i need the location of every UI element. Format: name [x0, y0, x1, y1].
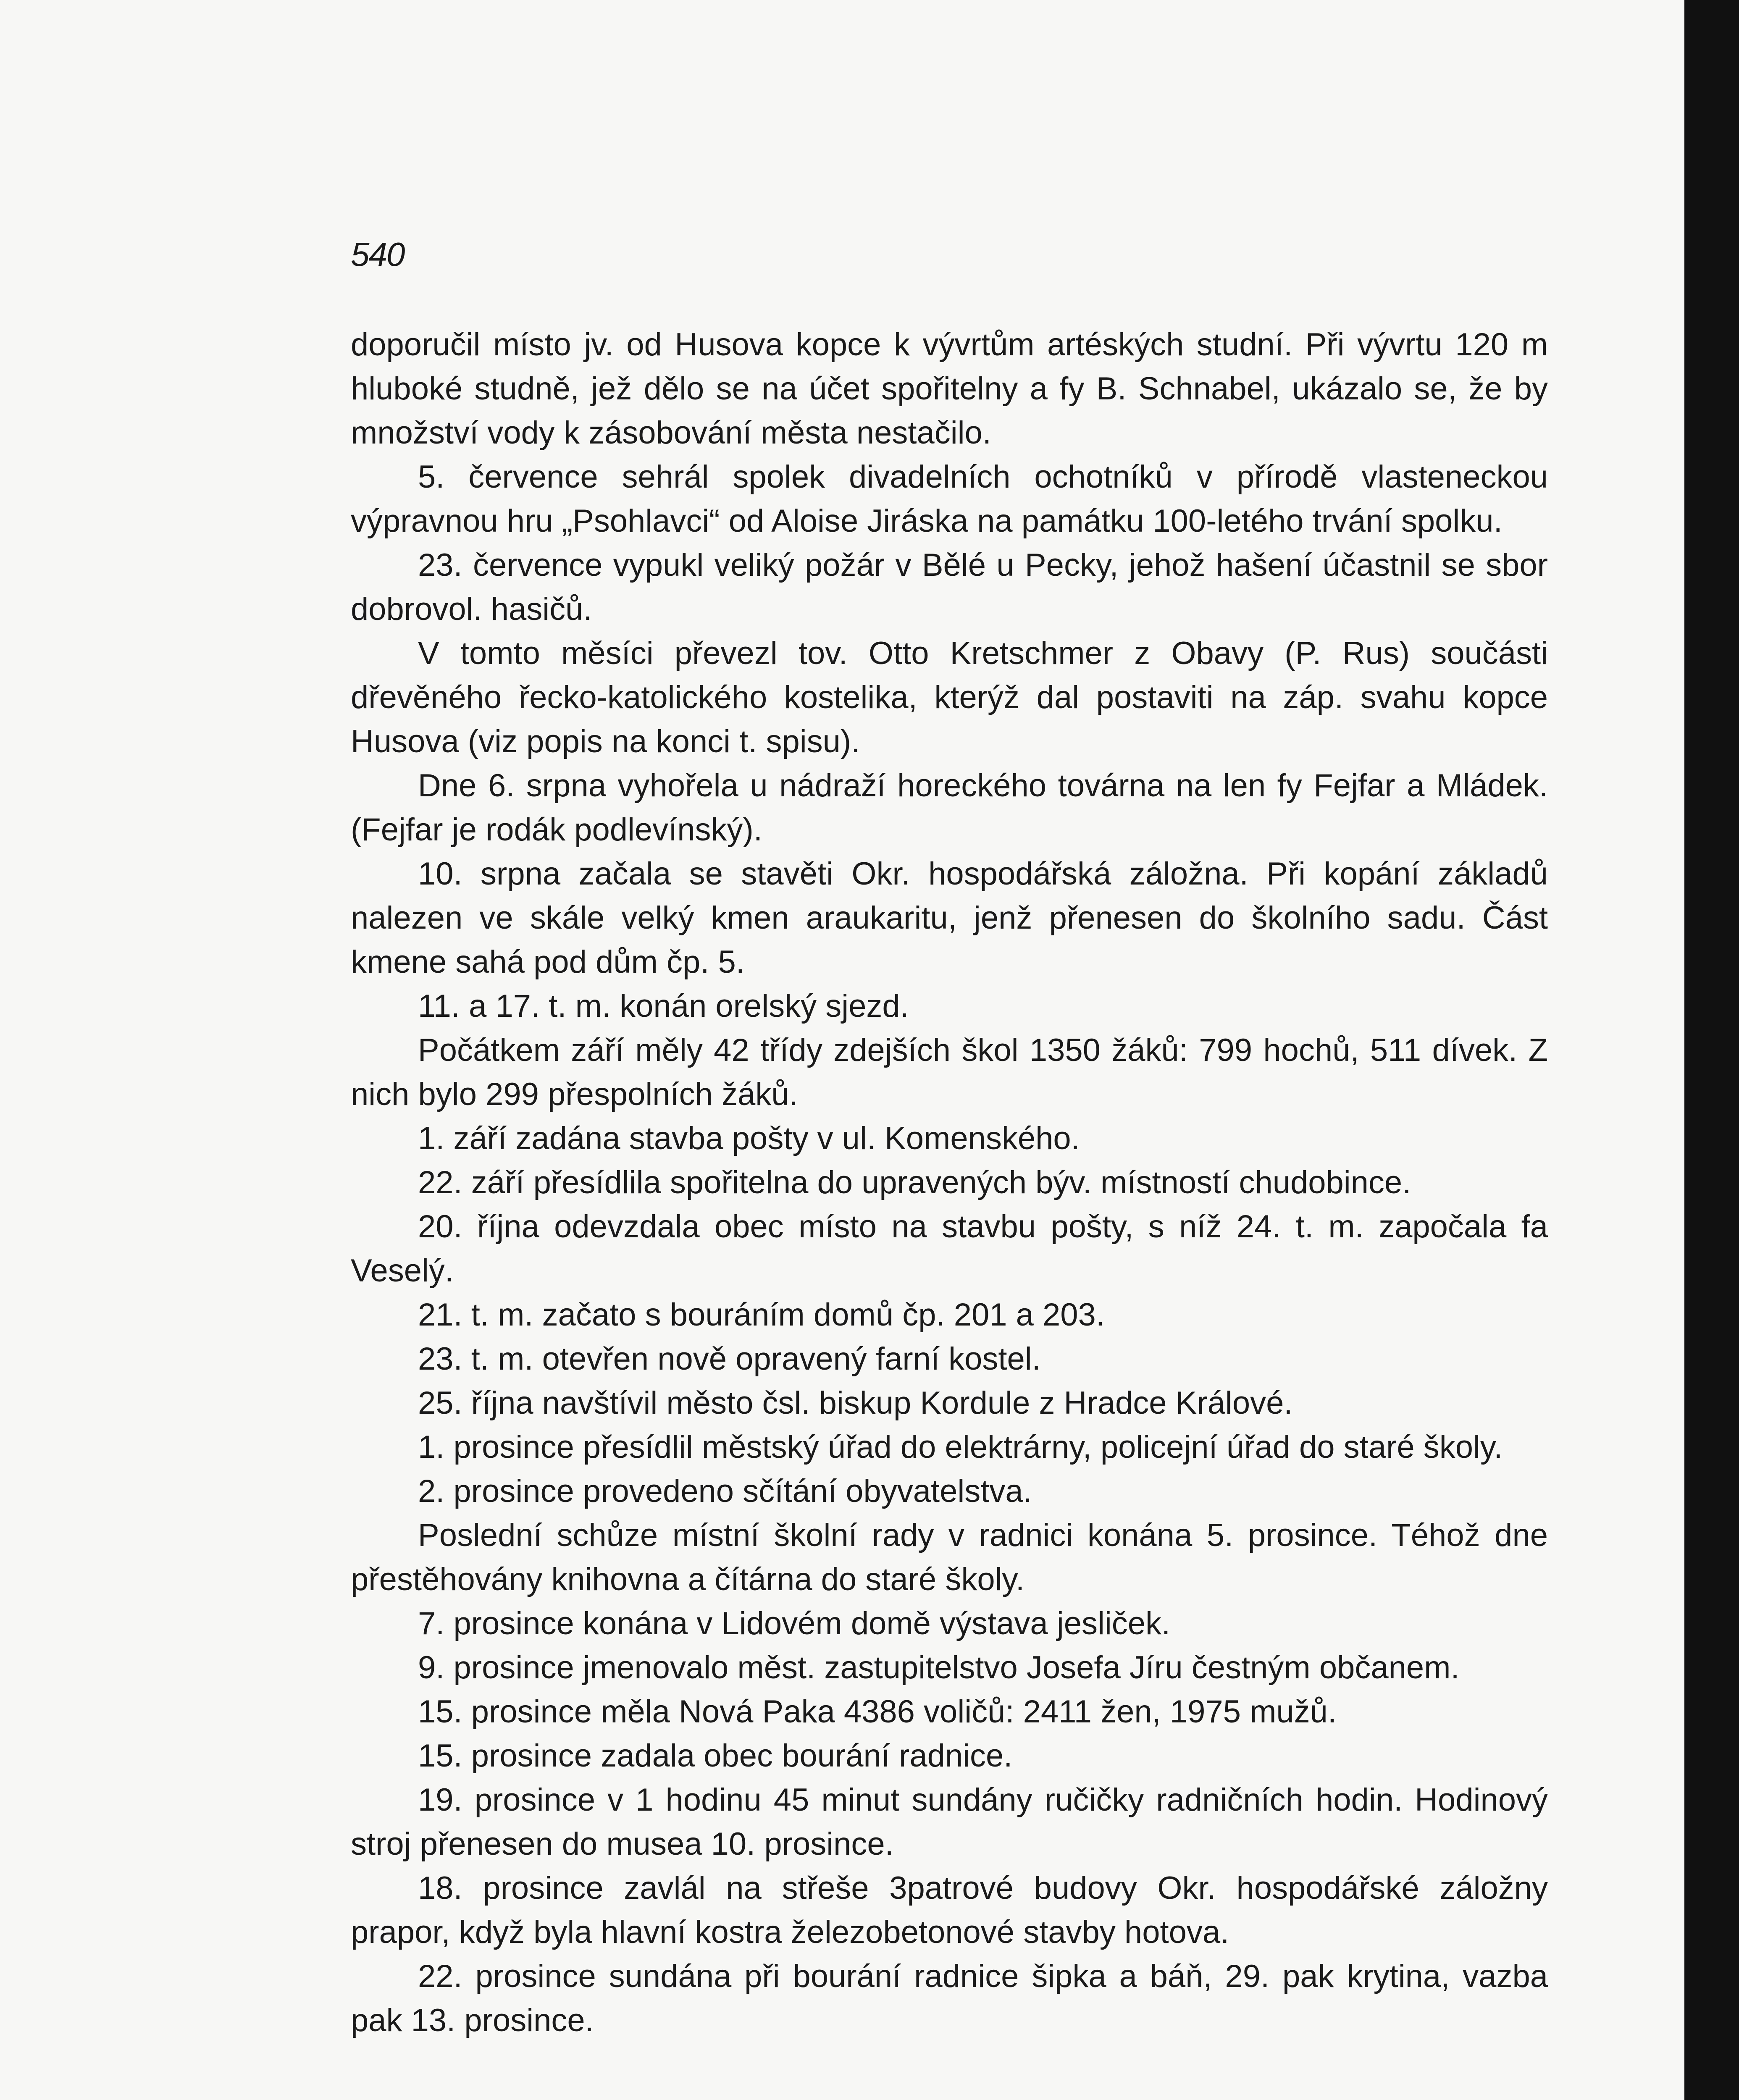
- paragraph: 15. prosince měla Nová Paka 4386 voličů: 2411 žen, 1975 mužů.: [418, 1694, 1337, 1730]
- paragraph: 19. prosince v 1 hodinu 45 minut sundány ručičky radničních hodin. Hodinový stroj přenesen do musea 10. prosince.: [351, 1782, 1548, 1862]
- paragraph: 15. prosince zadala obec bourání radnice.: [418, 1738, 1013, 1774]
- paragraph: 22. září přesídlila spořitelna do upravených býv. místností chudobince.: [418, 1165, 1411, 1200]
- paragraph: 25. října navštívil město čsl. biskup Kordule z Hradce Králové.: [418, 1385, 1293, 1421]
- paragraph: 23. července vypukl veliký požár v Bělé u Pecky, jehož hašení účastnil se sbor dobrovol. hasičů.: [351, 547, 1548, 627]
- paragraph: 7. prosince konána v Lidovém domě výstava jesliček.: [418, 1606, 1171, 1641]
- paragraph: 21. t. m. začato s bouráním domů čp. 201 a 203.: [418, 1297, 1105, 1333]
- paragraph: Poslední schůze místní školní rady v radnici konána 5. prosince. Téhož dne přestěhovány knihovna a čítárna do staré školy.: [351, 1517, 1548, 1597]
- paragraph: 23. t. m. otevřen nově opravený farní kostel.: [418, 1341, 1041, 1377]
- paragraph: doporučil místo jv. od Husova kopce k vývrtům artéských studní. Při vývrtu 120 m hluboké studně, jež dělo se na účet spořitelny a fy B. Schnabel, ukázalo se, že by množství vody k zásobování města nestačilo.: [351, 327, 1548, 451]
- scan-edge-right: [1684, 0, 1739, 2100]
- paragraph: 22. prosince sundána při bourání radnice šipka a báň, 29. pak krytina, vazba pak 13. prosince.: [351, 1958, 1548, 2038]
- paragraph: 9. prosince jmenovalo měst. zastupitelstvo Josefa Jíru čestným občanem.: [418, 1650, 1460, 1685]
- paragraph: 2. prosince provedeno sčítání obyvatelstva.: [418, 1473, 1032, 1509]
- paragraph: Počátkem září měly 42 třídy zdejších škol 1350 žáků: 799 hochů, 511 dívek. Z nich bylo 299 přespolních žáků.: [351, 1032, 1548, 1112]
- paragraph: 1. září zadána stavba pošty v ul. Komenského.: [418, 1121, 1080, 1156]
- paragraph: Dne 6. srpna vyhořela u nádraží horeckého továrna na len fy Fejfar a Mládek. (Fejfar je rodák podlevínský).: [351, 768, 1548, 848]
- paragraph: 1. prosince přesídlil městský úřad do elektrárny, policejní úřad do staré školy.: [418, 1429, 1503, 1465]
- paragraph: 5. července sehrál spolek divadelních ochotníků v přírodě vlasteneckou výpravnou hru „Psohlavci“ od Aloise Jiráska na památku 100-letého trvání spolku.: [351, 459, 1548, 539]
- paragraph: 11. a 17. t. m. konán orelský sjezd.: [418, 988, 909, 1024]
- paragraph: 10. srpna začala se stavěti Okr. hospodářská záložna. Při kopání základů nalezen ve skále velký kmen araukaritu, jenž přenesen do školního sadu. Část kmene sahá pod dům čp. 5.: [351, 856, 1548, 980]
- page-number: 540: [351, 236, 405, 273]
- body-text: [351, 323, 1548, 2042]
- paragraph: 20. října odevzdala obec místo na stavbu pošty, s níž 24. t. m. započala fa Veselý.: [351, 1209, 1548, 1289]
- paragraph: 18. prosince zavlál na střeše 3patrové budovy Okr. hospodářské záložny prapor, když byla hlavní kostra železobetonové stavby hotova.: [351, 1870, 1548, 1950]
- paragraph: V tomto měsíci převezl tov. Otto Kretschmer z Obavy (P. Rus) součásti dřevěného řecko-katolického kostelika, kterýž dal postaviti na záp. svahu kopce Husova (viz popis na konci t. spisu).: [351, 635, 1548, 759]
